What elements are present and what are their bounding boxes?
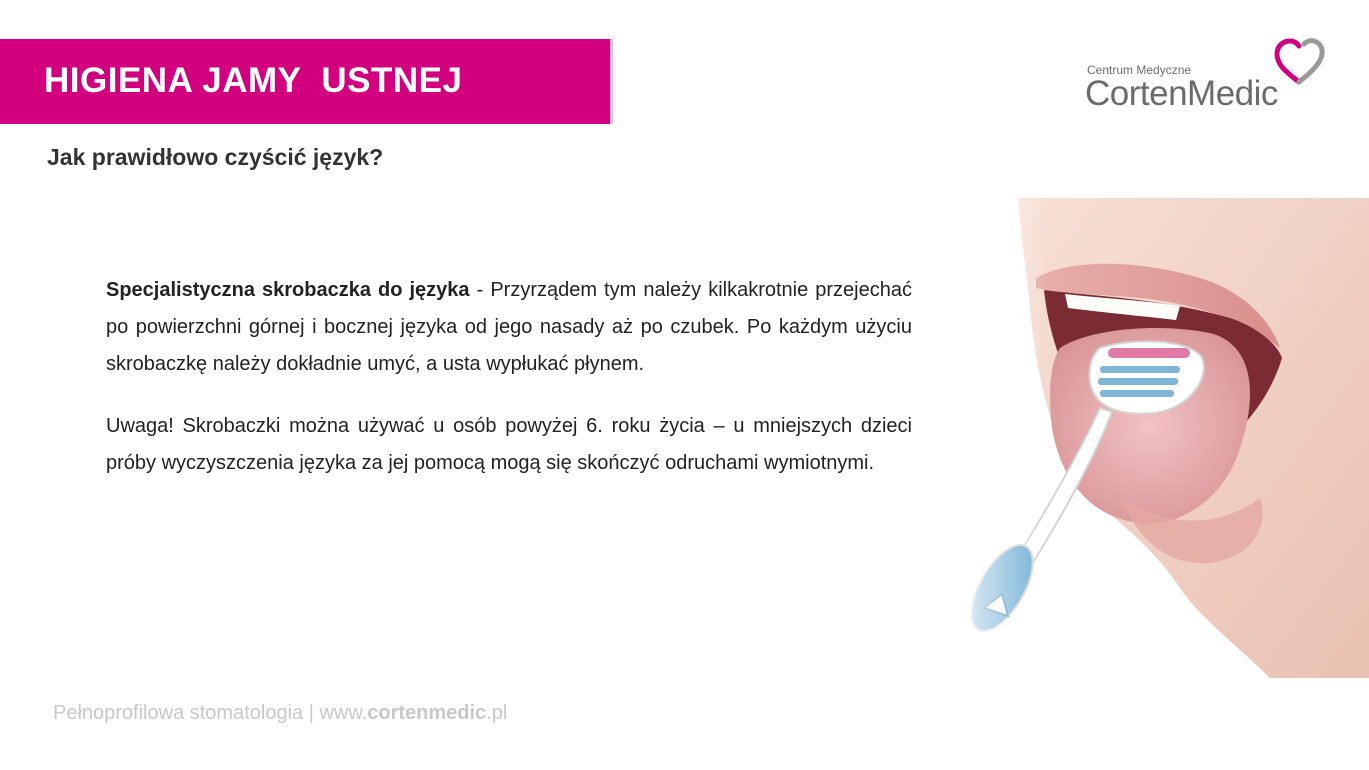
page-subtitle: Jak prawidłowo czyścić język? <box>47 144 384 170</box>
scraper-heading: Specjalistyczna skrobaczka do języka <box>106 279 470 301</box>
logo-brand-name: CortenMedic <box>1085 74 1278 113</box>
footer-domain-bold: cortenmedic <box>367 702 487 724</box>
tongue-scraper-illustration <box>940 198 1369 678</box>
paragraph-warning: Uwaga! Skrobaczki można używać u osób powyżej 6. roku życia – u mniejszych dzieci próby wyczyszczenia języka za jej pomocą mogą się skończyć odruchami wymiotnymi. <box>106 415 912 474</box>
footer-suffix: .pl <box>486 702 508 724</box>
page-title: HIGIENA JAMY USTNEJ <box>44 61 463 100</box>
footer-text <box>53 702 507 725</box>
logo-tagline: Centrum Medyczne <box>1087 63 1192 77</box>
paragraph-scraper <box>106 272 912 383</box>
title-banner <box>0 39 613 124</box>
company-logo <box>1085 38 1335 118</box>
scraper-description: - Przyrządem tym należy kilkakrotnie przejechać po powierzchni górnej i bocznej języka od jego nasady aż po czubek. Po każdym użyciu skrobaczkę należy dokładnie umyć, a usta wypłukać płynem. <box>106 279 912 375</box>
heart-icon <box>1271 38 1327 86</box>
content-body <box>106 272 912 507</box>
footer-prefix: Pełnoprofilowa stomatologia | www. <box>53 702 368 724</box>
